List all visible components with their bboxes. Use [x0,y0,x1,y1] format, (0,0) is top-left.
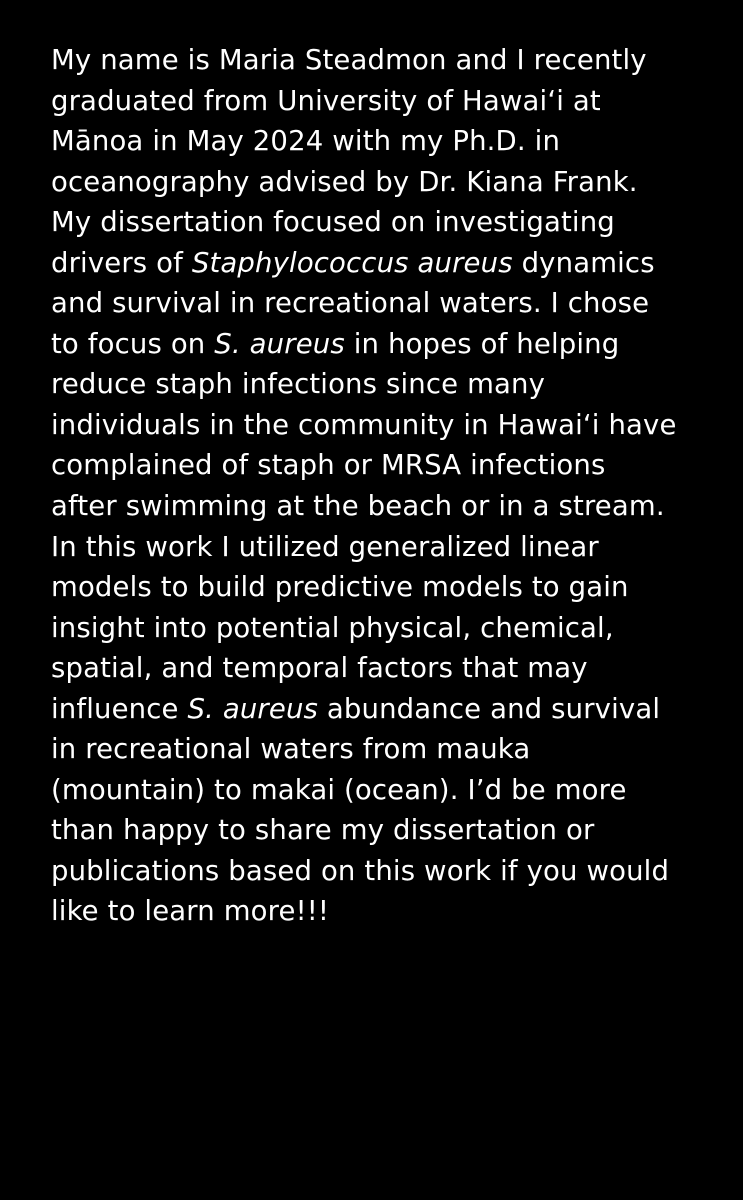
species-abbreviation-italic: S. aureus [214,327,345,360]
species-abbreviation-italic: S. aureus [187,692,319,725]
note-text-segment: My name is Maria Steadmon and I recently graduated from University of Hawai‘i at Mānoa in May 2024 with my Ph.D. in oceanography advised by Dr. Kiana Frank. My dissertation focused on investigating drivers of [51,44,647,279]
note-text-segment: dynamics and survival in recreational waters. I chose to focus on [51,246,655,360]
species-name-italic: Staphylococcus aureus [191,246,513,279]
note-text-segment: abundance and survival in recreational waters from mauka (mountain) to makai (ocean). I’d be more than happy to share my dissertation or publications based on this work if you would like to learn more!!! [51,692,670,928]
note-text-segment: in hopes of helping reduce staph infections since many individuals in the community in Hawai‘i have complained of staph or MRSA infections after swimming at the beach or in a stream. In this work I utilized generalized linear models to build predictive models to gain insight into potential physical, chemical, spatial, and temporal factors that may influence [51,327,677,725]
note-body-text [51,40,721,932]
